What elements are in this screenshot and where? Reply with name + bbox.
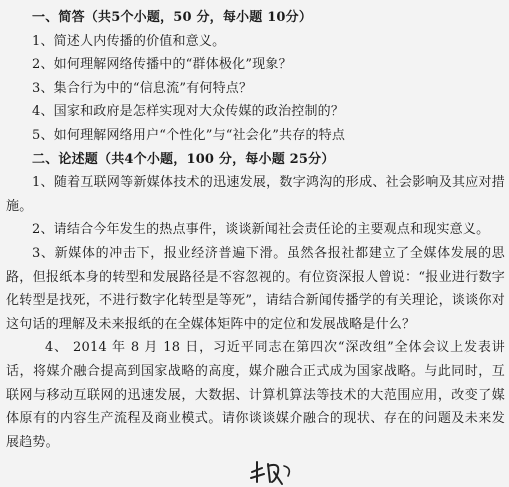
section-1-question-2: 2、如何理解网络传播中的“群体极化”现象？ xyxy=(32,57,292,73)
section-1-question-1: 1、简述人内传播的价值和意义。 xyxy=(32,33,226,49)
section-1-question-5: 5、如何理解网络用户“个性化”与“社会化”共存的特点 xyxy=(32,127,346,143)
section-2-heading: 二、论述题（共4个小题，100 分，每小题 25分） xyxy=(32,151,335,167)
section-2-question-2: 2、请结合今年发生的热点事件，谈谈新闻社会责任论的主要观点和现实意义。 xyxy=(32,222,490,238)
handwritten-signature-icon xyxy=(248,458,296,486)
section-2-question-3: 3、新媒体的冲击下，报业经济普遍下滑。虽然各报社都建立了全媒体发展的思路，但报纸本身的转型和发展路径是不容忽视的。有位资深报人曾说：“报业进行数字化转型是找死，不进行数字化转型是等死”，请结合新闻传播学的有关理论，谈谈你对这句话的理解及未来报纸的在全媒体矩阵中的定位和发展战略是什么？ xyxy=(6,245,505,332)
section-1-heading: 一、简答（共5个小题，50 分，每小题 10分） xyxy=(32,10,313,25)
section-1-question-3: 3、集合行为中的“信息流”有何特点？ xyxy=(32,80,253,96)
section-1-question-4: 4、国家和政府是怎样实现对大众传媒的政治控制的？ xyxy=(32,104,345,120)
section-2-question-1: 1、随着互联网等新媒体技术的迅速发展，数字鸿沟的形成、社会影响及其应对措施。 xyxy=(6,175,505,214)
section-2-question-4: 4、 2014 年 8 月 18 日，习近平同志在第四次“深改组”全体会议上发表讲话，将媒介融合提高到国家战略的高度，媒介融合正式成为国家战略。与此同时，互联网与移动互联网的迅速发展，大数据、计算机算法等技术的大范围应用，改变了媒体原有的内容生产流程及商业模式。请你谈谈媒介融合的现状、存在的问题及未来发展趋势。 xyxy=(6,340,505,450)
